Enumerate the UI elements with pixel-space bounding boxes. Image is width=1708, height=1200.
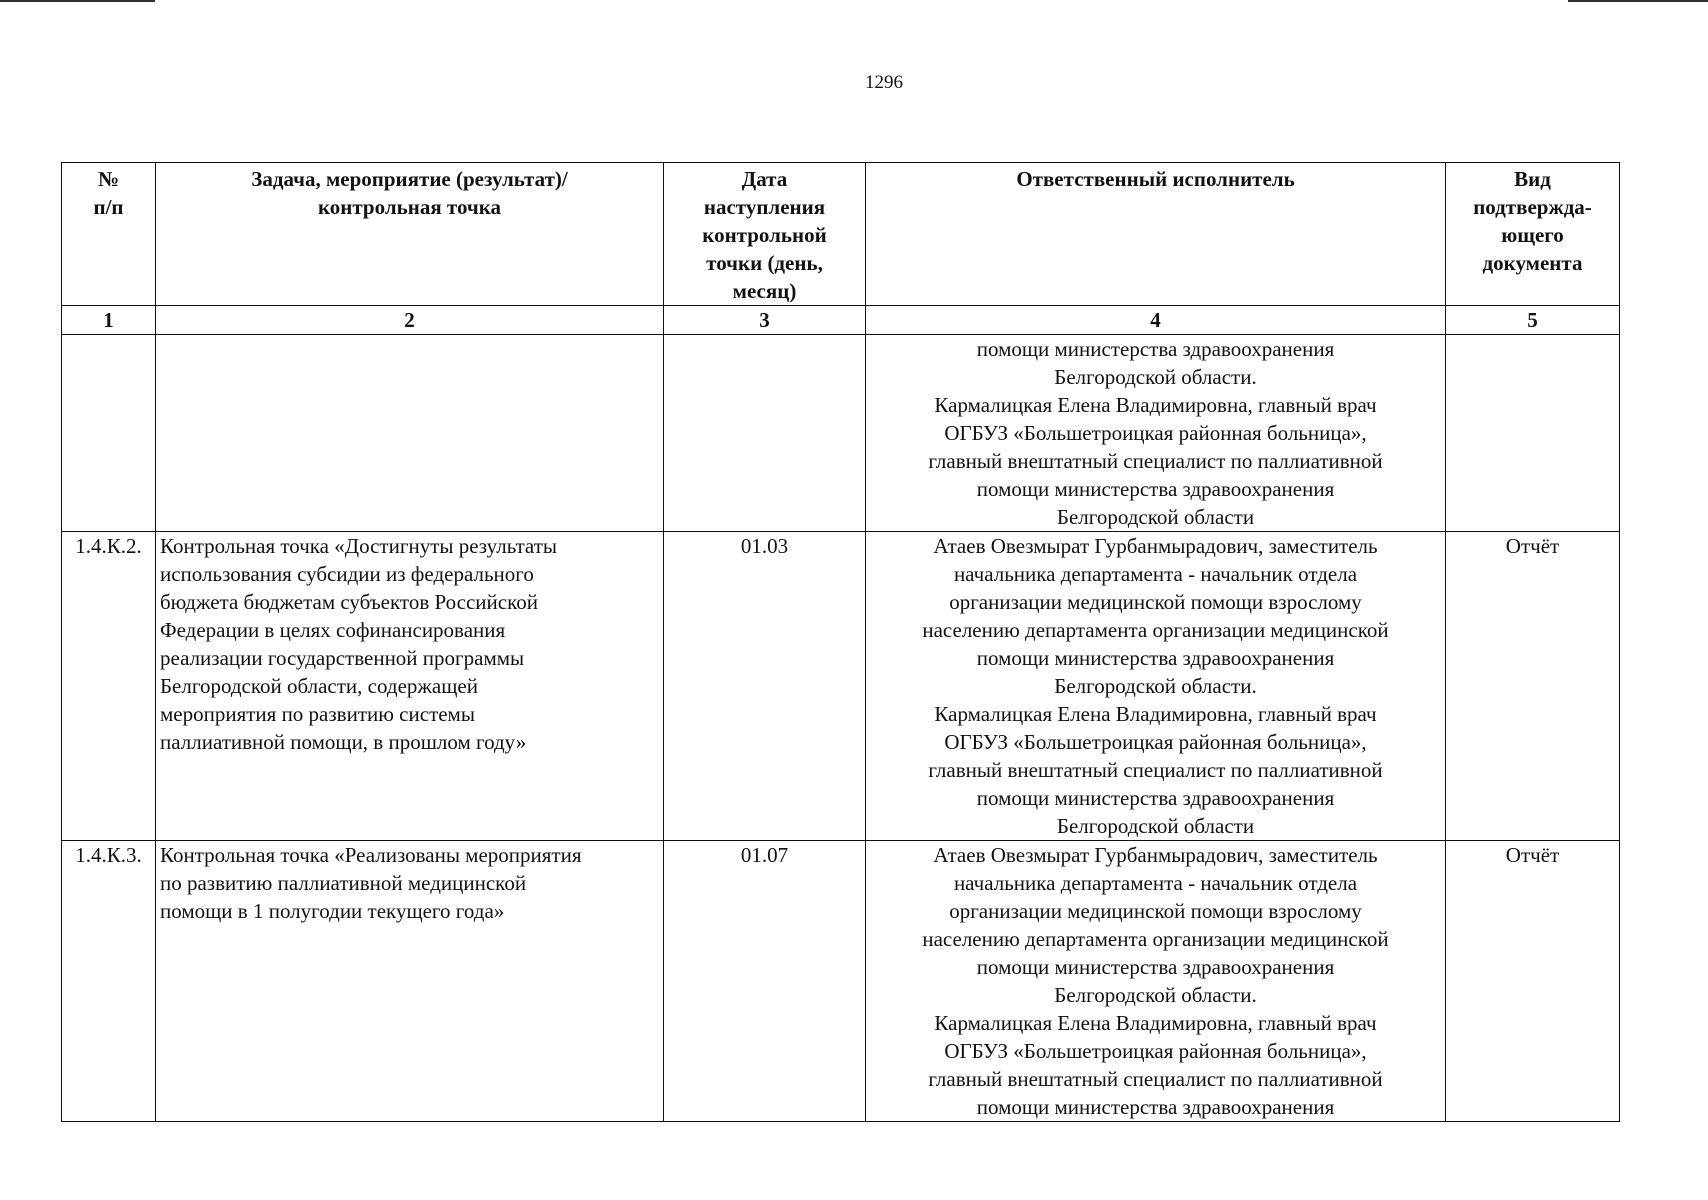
- header-document-type: Вид подтвержда- ющего документа: [1446, 163, 1620, 306]
- control-points-table: [61, 162, 1620, 1122]
- row-date: 01.03: [664, 532, 866, 841]
- row-document-type: Отчёт: [1446, 532, 1620, 841]
- header-executor: Ответственный исполнитель: [866, 163, 1446, 306]
- header-task: Задача, мероприятие (результат)/ контрольная точка: [156, 163, 664, 306]
- row-executor: помощи министерства здравоохранения Белгородской области. Кармалицкая Елена Владимировна, главный врач ОГБУЗ «Большетроицкая районная больница», главный внештатный специалист по паллиативной помощи министерства здравоохранения Белгородской области: [866, 335, 1446, 532]
- row-task: Контрольная точка «Достигнуты результаты использования субсидии из федерального бюджета бюджетам субъектов Российской Федерации в целях софинансирования реализации государственной программы Белгородской области, содержащей мероприятия по развитию системы паллиативной помощи, в прошлом году»: [156, 532, 664, 841]
- column-number: 5: [1446, 306, 1620, 335]
- page-number: 1296: [865, 72, 903, 93]
- row-task: [156, 335, 664, 532]
- row-number: [62, 335, 156, 532]
- row-executor: Атаев Овезмырат Гурбанмырадович, заместитель начальника департамента - начальник отдела организации медицинской помощи взрослому населению департамента организации медицинской помощи министерства здравоохранения Белгородской области. Кармалицкая Елена Владимировна, главный врач ОГБУЗ «Большетроицкая районная больница», главный внештатный специалист по паллиативной помощи министерства здравоохранения: [866, 841, 1446, 1122]
- header-date: Дата наступления контрольной точки (день, месяц): [664, 163, 866, 306]
- row-document-type: [1446, 335, 1620, 532]
- row-executor: Атаев Овезмырат Гурбанмырадович, заместитель начальника департамента - начальник отдела организации медицинской помощи взрослому населению департамента организации медицинской помощи министерства здравоохранения Белгородской области. Кармалицкая Елена Владимировна, главный врач ОГБУЗ «Большетроицкая районная больница», главный внештатный специалист по паллиативной помощи министерства здравоохранения Белгородской области: [866, 532, 1446, 841]
- table-row: [62, 335, 1620, 532]
- column-number: 3: [664, 306, 866, 335]
- scan-edge-mark: [1568, 0, 1708, 2]
- column-number: 2: [156, 306, 664, 335]
- row-document-type: Отчёт: [1446, 841, 1620, 1122]
- table-header-row: [62, 163, 1620, 306]
- column-number: 4: [866, 306, 1446, 335]
- scan-edge-mark: [0, 0, 155, 2]
- table-row: [62, 841, 1620, 1122]
- column-number: 1: [62, 306, 156, 335]
- row-number: 1.4.К.3.: [62, 841, 156, 1122]
- column-number-row: [62, 306, 1620, 335]
- row-number: 1.4.К.2.: [62, 532, 156, 841]
- table-row: [62, 532, 1620, 841]
- header-number: № п/п: [62, 163, 156, 306]
- row-date: [664, 335, 866, 532]
- row-task: Контрольная точка «Реализованы мероприятия по развитию паллиативной медицинской помощи в 1 полугодии текущего года»: [156, 841, 664, 1122]
- row-date: 01.07: [664, 841, 866, 1122]
